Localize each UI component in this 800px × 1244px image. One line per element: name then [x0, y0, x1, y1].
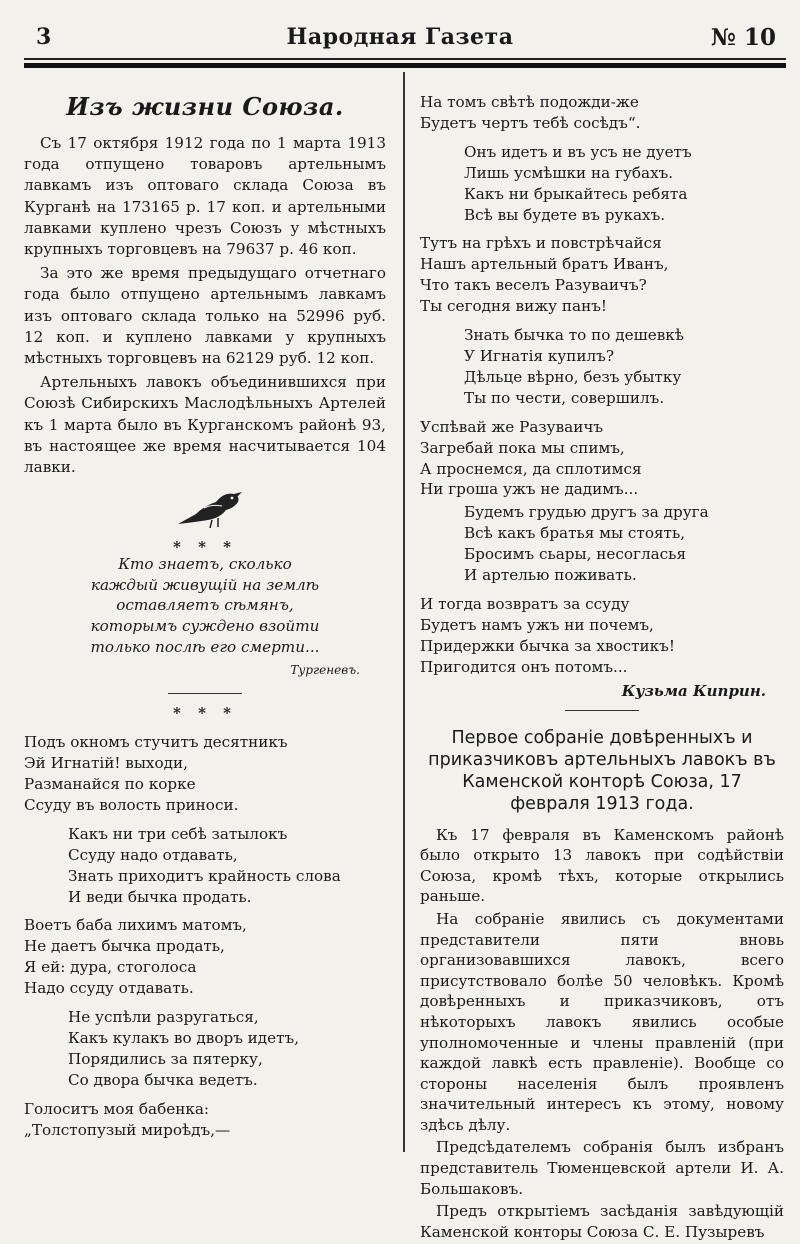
newspaper-title: Народная Газета: [286, 24, 514, 50]
poem-stanza: [420, 325, 784, 409]
section-stars: * * *: [173, 538, 237, 557]
poem-line: Всѣ вы будете въ рукахъ.: [464, 205, 666, 224]
poem-line: Не успѣли разругаться,: [68, 1008, 259, 1027]
header-rule-thick: [24, 63, 786, 68]
poem-line: А проснемся, да сплотимся: [420, 459, 642, 478]
poem-stanza: [420, 502, 784, 586]
poem-signature: Кузьма Киприн.: [621, 681, 766, 700]
poem-line: Ссуду надо отдавать,: [68, 845, 238, 864]
poem-stanza: [24, 915, 386, 999]
bird-illustration: [174, 484, 244, 530]
poem-line: Будетъ чертъ тебѣ сосѣдъ“.: [420, 113, 641, 132]
epigraph-line: каждый живущій на землѣ: [90, 575, 320, 594]
poem-line: Знать приходитъ крайность слова: [68, 866, 341, 885]
poem-line: Я ей: дура, стоголоса: [24, 958, 197, 977]
poem-line: Дѣльце вѣрно, безъ убытку: [464, 367, 682, 386]
short-rule: [168, 693, 242, 694]
section-stars: * * *: [173, 704, 237, 723]
poem-line: И артелью поживать.: [464, 566, 637, 585]
article-paragraph: За это же время предыдущаго отчетнаго года было отпущено артельнымъ лавкамъ изъ оптоваго склада только на 52996 руб. 12 коп. и куплено лавками у крупныхъ мѣстныхъ торговцевъ на 62129 руб. 12 коп.: [24, 264, 386, 368]
poem-continued: [420, 92, 784, 678]
poem: [24, 732, 386, 1140]
article-title: Изъ жизни Союза.: [66, 92, 344, 121]
poem-stanza: [420, 142, 784, 226]
poem-line: Разманайся по корке: [24, 775, 196, 794]
article-paragraph: На собраніе явились съ документами представители пяти вновь организовавшихся лавокъ, всего присутствовало болѣе 50 человѣкъ. Кромѣ довѣренныхъ и приказчиковъ, отъ нѣкоторыхъ лавокъ явились особые уполномоченные и члены правленій (при каждой лавкѣ есть правленіе). Вообще со стороны населенія былъ проявленъ значительный интересъ къ этому, новому здѣсь дѣлу.: [420, 909, 784, 1134]
epigraph-line: оставляетъ сѣмянъ,: [116, 596, 294, 615]
page-header: [24, 20, 776, 60]
epigraph: [24, 554, 386, 657]
column-divider: [403, 72, 405, 1152]
poem-stanza: [420, 417, 784, 501]
poem-line: Тутъ на грѣхъ и повстрѣчайся: [420, 234, 662, 253]
left-column: [24, 78, 386, 1149]
article-heading: Первое собраніе довѣренныхъ и приказчиковъ артельныхъ лавокъ въ Каменской конторѣ Союза, 17 февраля 1913 года.: [428, 727, 776, 814]
poem-line: Голоситъ моя бабенка:: [24, 1099, 209, 1118]
article-paragraph: Предсѣдателемъ собранія былъ избранъ представитель Тюменцевской артели И. А. Большаковъ.: [420, 1138, 784, 1198]
poem-stanza: [24, 732, 386, 816]
epigraph-line: только послѣ его смерти...: [90, 637, 320, 656]
epigraph-line: которымъ суждено взойти: [90, 617, 320, 636]
poem-stanza: [24, 1007, 386, 1091]
poem-line: Будемъ грудью другъ за друга: [464, 503, 709, 522]
poem-line: Лишь усмѣшки на губахъ.: [464, 163, 674, 182]
poem-line: Пригодится онъ потомъ...: [420, 657, 628, 676]
poem-line: Какъ ни три себѣ затылокъ: [68, 824, 288, 843]
poem-line: Подъ окномъ стучитъ десятникъ: [24, 733, 288, 752]
poem-line: Не даетъ бычка продать,: [24, 937, 225, 956]
poem-line: „Толстопузый мироѣдъ,—: [24, 1120, 231, 1139]
poem-line: Какъ ни брыкайтесь ребята: [464, 184, 688, 203]
right-column: [420, 78, 784, 1244]
poem-stanza: [24, 1099, 386, 1141]
poem-line: И веди бычка продать.: [68, 887, 252, 906]
poem-line: Нашъ артельный братъ Иванъ,: [420, 255, 669, 274]
poem-line: Ссуду въ волость приноси.: [24, 795, 239, 814]
poem-line: Онъ идетъ и въ усъ не дуетъ: [464, 142, 692, 161]
poem-line: Что такъ веселъ Разуваичъ?: [420, 276, 647, 295]
page-number: 3: [36, 24, 52, 50]
poem-line: Будетъ намъ ужъ ни почемъ,: [420, 615, 654, 634]
epigraph-author: Тургеневъ.: [290, 663, 360, 678]
poem-line: Эй Игнатій! выходи,: [24, 754, 188, 773]
poem-stanza: [420, 594, 784, 678]
article-paragraph: Къ 17 февраля въ Каменскомъ районѣ было открыто 13 лавокъ при содѣйствіи Союза, кромѣ тѣхъ, которые открылись раньше.: [420, 825, 784, 906]
poem-line: Ты сегодня вижу панъ!: [420, 297, 607, 316]
poem-line: У Игнатія купилъ?: [464, 346, 614, 365]
poem-line: Какъ кулакъ во дворъ идетъ,: [68, 1029, 300, 1047]
poem-line: Знать бычка то по дешевкѣ: [464, 326, 684, 345]
poem-line: Надо ссуду отдавать.: [24, 979, 194, 998]
article-paragraph: Артельныхъ лавокъ объединившихся при Союзѣ Сибирскихъ Маслодѣльныхъ Артелей къ 1 марта было въ Курганскомъ районѣ 93, въ настоящее же время насчитывается 104 лавки.: [24, 373, 386, 477]
poem-line: И тогда возвратъ за ссуду: [420, 594, 630, 613]
poem-line: Загребай пока мы спимъ,: [420, 438, 625, 457]
poem-stanza: [24, 824, 386, 908]
poem-line: Придержки бычка за хвостикъ!: [420, 636, 675, 655]
short-rule: [565, 710, 639, 711]
poem-line: Воетъ баба лихимъ матомъ,: [24, 916, 247, 935]
article-paragraph: Съ 17 октября 1912 года по 1 марта 1913 года отпущено товаровъ артельнымъ лавкамъ изъ оптоваго склада Союза въ Курганѣ на 173165 р. 17 коп. и артельными лавками куплено чрезъ Союзъ у мѣстныхъ крупныхъ торговцевъ на 79637 р. 46 коп.: [24, 134, 386, 259]
poem-line: Ты по чести, совершилъ.: [464, 388, 665, 407]
poem-stanza: [420, 92, 784, 134]
article-paragraph: Предъ открытіемъ засѣданія завѣдующій Каменской конторы Союза С. Е. Пузыревъ: [420, 1202, 784, 1241]
poem-line: На томъ свѣтѣ подожди-же: [420, 93, 639, 111]
poem-stanza: [420, 233, 784, 317]
poem-line: Ни гроша ужъ не дадимъ...: [420, 480, 639, 499]
header-rule-thin: [24, 58, 786, 60]
epigraph-line: Кто знаетъ, сколько: [118, 555, 292, 574]
poem-line: Успѣвай же Разуваичъ: [420, 417, 604, 436]
poem-line: Со двора бычка ведетъ.: [68, 1070, 258, 1089]
poem-line: Бросимъ сьары, несогласья: [464, 545, 687, 564]
poem-line: Всѣ какъ братья мы стоять,: [464, 524, 686, 543]
poem-line: Порядились за пятерку,: [68, 1049, 263, 1068]
issue-number: № 10: [710, 24, 776, 51]
